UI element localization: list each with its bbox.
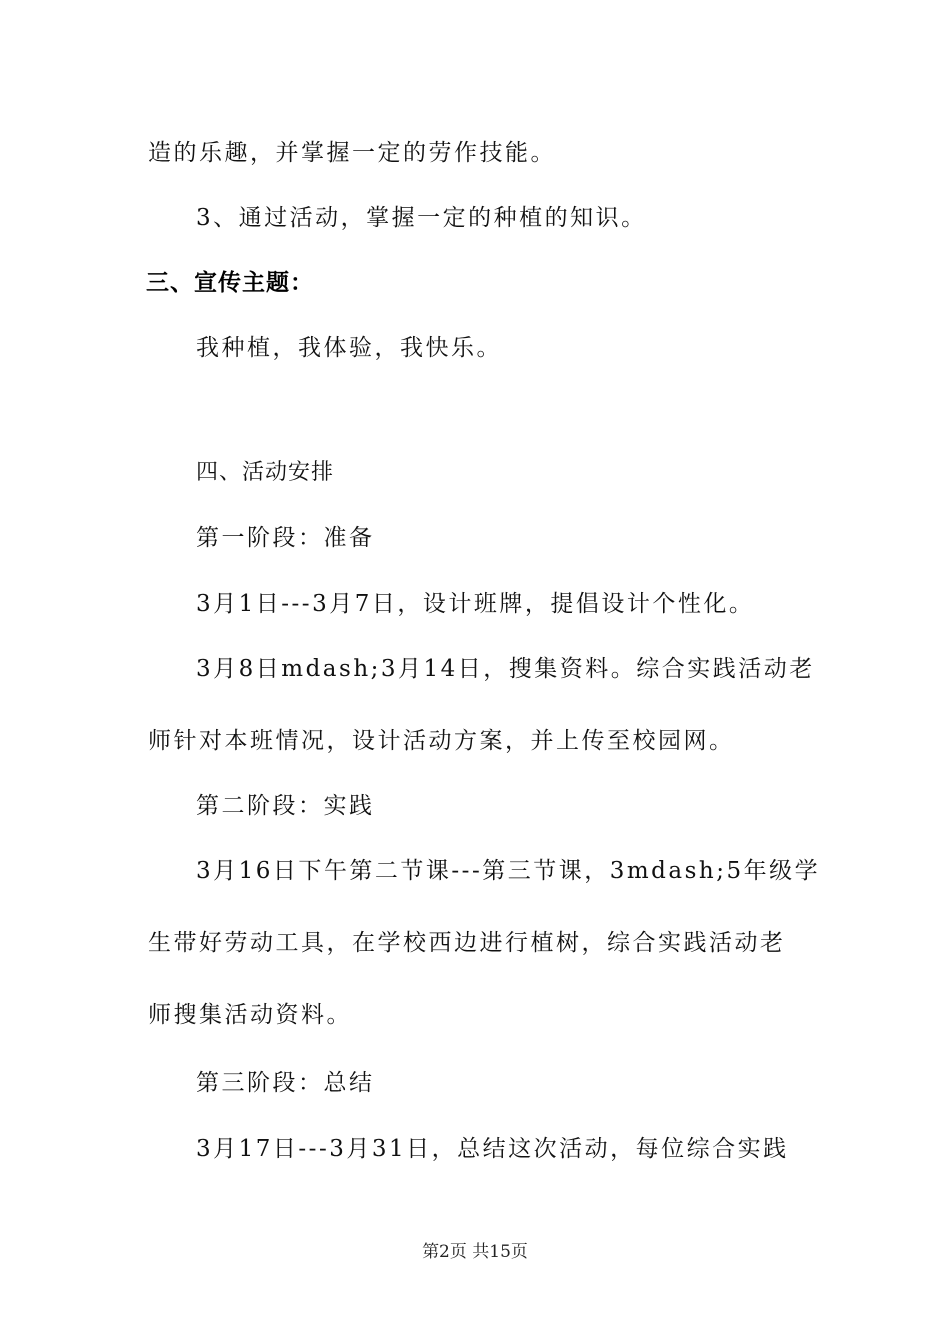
paragraph-line: 生带好劳动工具，在学校西边进行植树，综合实践活动老 [148, 930, 786, 956]
paragraph-line: 我种植，我体验，我快乐。 [196, 335, 502, 361]
section-heading: 三、宣传主题： [146, 270, 314, 296]
section-heading: 四、活动安排 [196, 460, 335, 485]
paragraph-line: 3、通过活动，掌握一定的种植的知识。 [196, 205, 647, 231]
paragraph-line: 3月8日mdash;3月14日，搜集资料。综合实践活动老 [196, 656, 815, 682]
stage-heading: 第一阶段：准备 [196, 525, 375, 551]
paragraph-line: 造的乐趣，并掌握一定的劳作技能。 [148, 140, 556, 166]
page-number: 第2页 共15页 [422, 1242, 528, 1262]
stage-heading: 第二阶段：实践 [196, 793, 375, 819]
paragraph-line: 师针对本班情况，设计活动方案，并上传至校园网。 [148, 728, 735, 754]
paragraph-line: 3月1日---3月7日，设计班牌，提倡设计个性化。 [196, 591, 755, 617]
paragraph-line: 3月17日---3月31日，总结这次活动，每位综合实践 [196, 1136, 789, 1162]
paragraph-line: 师搜集活动资料。 [148, 1002, 352, 1028]
paragraph-line: 3月16日下午第二节课---第三节课，3mdash;5年级学 [196, 858, 821, 884]
stage-heading: 第三阶段：总结 [196, 1070, 375, 1096]
